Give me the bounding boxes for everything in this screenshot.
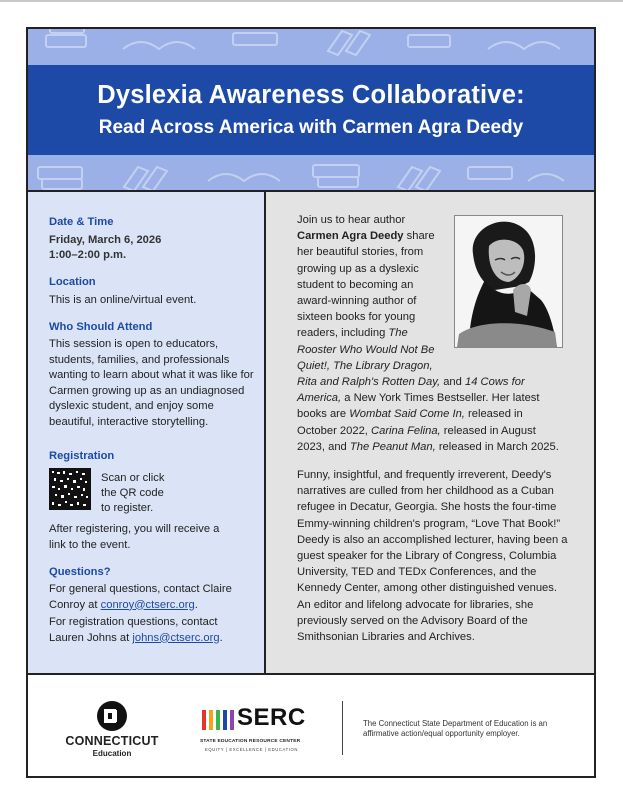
- serc-bars-icon: [200, 708, 236, 732]
- intro-text: Join us to hear author: [297, 214, 406, 226]
- serc-name: SERC: [237, 704, 306, 731]
- serc-subtitle: STATE EDUCATION RESOURCE CENTER: [200, 739, 301, 744]
- flyer: [26, 27, 596, 778]
- ct-emblem-icon: [52, 699, 172, 735]
- johns-email-link[interactable]: johns@ctserc.org: [132, 631, 220, 644]
- author-narrative-paragraph: Funny, insightful, and frequently irreverent, Deedy's narratives are culled from her childhood as a Cuban refugee in Decatur, Georgia. She hosts the four-time Emmy-winning children's program, “Love That Book!” Deedy is also an accomplished lecturer, having been a guest speaker for the Library of Congress, Columbia University, TED and TEDx Conferences, and the Kennedy Center, among other distinguished venues. An editor and lifelong advocate for libraries, she previously served on the Advisory Board of the Smithsonian Libraries and Archives.: [297, 469, 568, 644]
- book-title-14-cows: 14 Cows for America,: [297, 376, 525, 405]
- registration-questions: For registration questions, contact Lauren Johns at johns@ctserc.org.: [49, 616, 223, 644]
- connecticut-logo: [52, 699, 172, 759]
- bio-text-1: share her beautiful stories, from growing up as a dyslexic student to becoming an award-winning author of sixteen books for young readers, including: [297, 230, 435, 340]
- qr-pattern: [49, 468, 91, 510]
- author-name: Carmen Agra Deedy: [297, 230, 404, 243]
- author-panel: [266, 192, 594, 673]
- qr-line-3: to register.: [101, 502, 154, 514]
- book-title-peanut: The Peanut Man,: [349, 440, 436, 453]
- header-banner: [28, 29, 594, 190]
- date-heading: Date & Time: [49, 216, 114, 228]
- ct-sub: Education: [92, 749, 132, 758]
- attend-value: This session is open to educators, students, families, and professionals wanting to learn about what it was like for Carmen growing up as an undiagnosed dyslexic student, and enjoy some beautiful, interactive storytelling.: [49, 338, 254, 428]
- conroy-email-link[interactable]: conroy@ctserc.org: [100, 598, 195, 611]
- date-value: Friday, March 6, 2026: [49, 234, 162, 246]
- page-title: Dyslexia Awareness Collaborative:: [97, 81, 525, 109]
- eeo-statement: The Connecticut State Department of Education is an affirmative action/equal opportunity employer.: [363, 719, 548, 738]
- qr-line-2: the QR code: [101, 487, 164, 499]
- page-subtitle: Read Across America with Carmen Agra Deedy: [98, 117, 524, 138]
- qr-instructions: [101, 471, 221, 516]
- book-title-wombat: Wombat Said Come In,: [349, 408, 465, 421]
- serc-tagline: EQUITY | EXCELLENCE | EDUCATION: [205, 747, 298, 752]
- location-value: This is an online/virtual event.: [49, 294, 197, 306]
- bio-text-3: released in October 2022,: [297, 408, 523, 437]
- serc-logo: [200, 704, 330, 758]
- book-title-carina: Carina Felina,: [371, 424, 441, 437]
- bio-and: and: [443, 376, 462, 389]
- time-value: 1:00–2:00 p.m.: [49, 249, 127, 261]
- general-questions-text: For general questions, contact Claire Conroy at: [49, 583, 232, 611]
- title-band: [28, 65, 594, 155]
- registration-heading: Registration: [49, 450, 115, 462]
- top-rule: [0, 0, 623, 2]
- content-columns: [28, 190, 594, 675]
- bio-text-2: a New York Times Bestseller. Her latest books are: [297, 392, 540, 421]
- questions-heading: Questions?: [49, 566, 111, 578]
- location-heading: Location: [49, 276, 96, 288]
- bio-text-5: released in March 2025.: [438, 440, 559, 453]
- author-bio-paragraph: [297, 212, 562, 452]
- registration-questions-text: For registration questions, contact Lauren Johns at: [49, 616, 218, 644]
- attend-heading: Who Should Attend: [49, 321, 153, 333]
- bio-text-4: released in August 2023, and: [297, 424, 536, 453]
- general-questions: For general questions, contact Claire Conroy at conroy@ctserc.org.: [49, 583, 232, 611]
- event-details-panel: [28, 192, 266, 673]
- ct-name: CONNECTICUT: [65, 734, 159, 748]
- qr-line-1: Scan or click: [101, 472, 165, 484]
- after-register-text: After registering, you will receive a link to the event.: [49, 523, 220, 551]
- book-titles-1: The Rooster Who Would Not Be Quiet!, The Library Dragon, Rita and Ralph's Rotten Day,: [297, 327, 441, 389]
- footer: [28, 675, 594, 776]
- qr-code[interactable]: [49, 468, 91, 510]
- footer-divider: [342, 701, 343, 755]
